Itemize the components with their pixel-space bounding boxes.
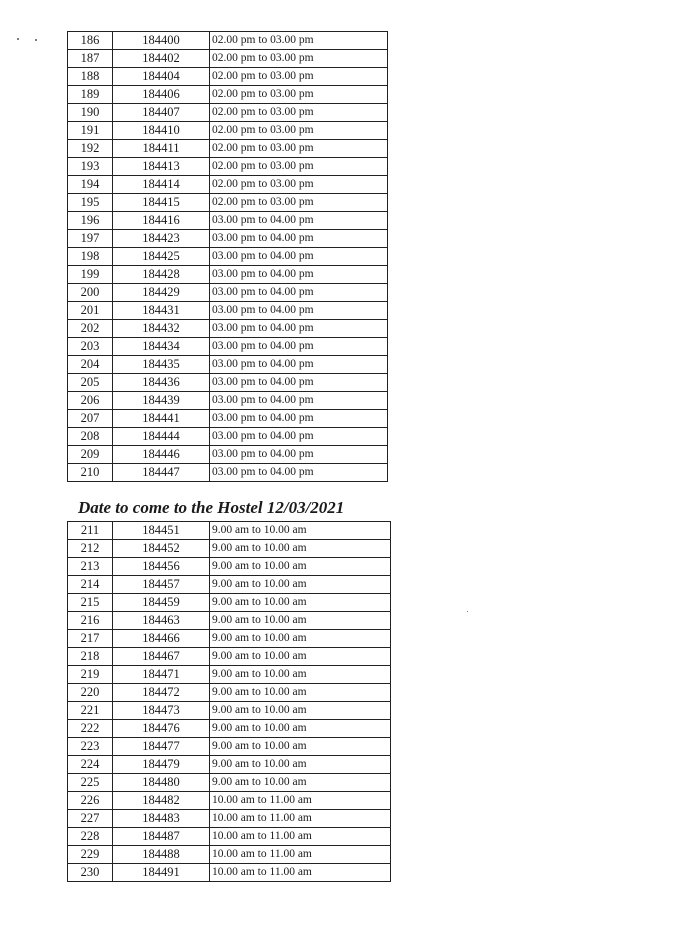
table-row [68, 392, 388, 410]
roll-number-cell: 184472 [113, 684, 210, 702]
time-slot-cell: 03.00 pm to 04.00 pm [210, 428, 388, 446]
time-slot-cell: 10.00 am to 11.00 am [210, 792, 391, 810]
roll-number-cell: 184410 [113, 122, 210, 140]
roll-number-cell: 184467 [113, 648, 210, 666]
serial-number-cell: 223 [68, 738, 113, 756]
serial-number-cell: 188 [68, 68, 113, 86]
time-slot-cell: 9.00 am to 10.00 am [210, 756, 391, 774]
time-slot-cell: 03.00 pm to 04.00 pm [210, 284, 388, 302]
scan-speck [17, 38, 19, 40]
roll-number-cell: 184446 [113, 446, 210, 464]
roll-number-cell: 184435 [113, 356, 210, 374]
table-row [68, 374, 388, 392]
serial-number-cell: 190 [68, 104, 113, 122]
time-slot-cell: 03.00 pm to 04.00 pm [210, 248, 388, 266]
table-row [68, 356, 388, 374]
time-slot-cell: 03.00 pm to 04.00 pm [210, 302, 388, 320]
scan-speck [35, 39, 37, 41]
serial-number-cell: 203 [68, 338, 113, 356]
roll-number-cell: 184439 [113, 392, 210, 410]
table-row [68, 176, 388, 194]
roll-number-cell: 184425 [113, 248, 210, 266]
section-heading-hostel-date: Date to come to the Hostel 12/03/2021 [78, 498, 345, 517]
table-row [68, 540, 391, 558]
table-row [68, 702, 391, 720]
serial-number-cell: 191 [68, 122, 113, 140]
roll-number-cell: 184415 [113, 194, 210, 212]
time-slot-cell: 9.00 am to 10.00 am [210, 558, 391, 576]
roll-number-cell: 184479 [113, 756, 210, 774]
serial-number-cell: 225 [68, 774, 113, 792]
table-row [68, 104, 388, 122]
time-slot-cell: 9.00 am to 10.00 am [210, 774, 391, 792]
table-row [68, 122, 388, 140]
time-slot-cell: 10.00 am to 11.00 am [210, 864, 391, 882]
roll-number-cell: 184402 [113, 50, 210, 68]
roll-number-cell: 184483 [113, 810, 210, 828]
serial-number-cell: 208 [68, 428, 113, 446]
table-row [68, 720, 391, 738]
table-row [68, 338, 388, 356]
roll-number-cell: 184491 [113, 864, 210, 882]
schedule-table-body [68, 522, 391, 882]
table-row [68, 810, 391, 828]
serial-number-cell: 214 [68, 576, 113, 594]
roll-number-cell: 184416 [113, 212, 210, 230]
table-row [68, 68, 388, 86]
roll-number-cell: 184463 [113, 612, 210, 630]
time-slot-cell: 02.00 pm to 03.00 pm [210, 194, 388, 212]
serial-number-cell: 221 [68, 702, 113, 720]
table-row [68, 50, 388, 68]
serial-number-cell: 206 [68, 392, 113, 410]
table-row [68, 140, 388, 158]
table-row [68, 464, 388, 482]
time-slot-cell: 03.00 pm to 04.00 pm [210, 410, 388, 428]
serial-number-cell: 213 [68, 558, 113, 576]
serial-number-cell: 228 [68, 828, 113, 846]
time-slot-cell: 9.00 am to 10.00 am [210, 684, 391, 702]
table-row [68, 738, 391, 756]
table-row [68, 446, 388, 464]
roll-number-cell: 184482 [113, 792, 210, 810]
serial-number-cell: 199 [68, 266, 113, 284]
time-slot-cell: 02.00 pm to 03.00 pm [210, 140, 388, 158]
table-row [68, 594, 391, 612]
serial-number-cell: 229 [68, 846, 113, 864]
table-row [68, 86, 388, 104]
time-slot-cell: 03.00 pm to 04.00 pm [210, 212, 388, 230]
serial-number-cell: 211 [68, 522, 113, 540]
table-row [68, 158, 388, 176]
table-row [68, 828, 391, 846]
serial-number-cell: 212 [68, 540, 113, 558]
roll-number-cell: 184400 [113, 32, 210, 50]
time-slot-cell: 9.00 am to 10.00 am [210, 612, 391, 630]
serial-number-cell: 230 [68, 864, 113, 882]
roll-number-cell: 184428 [113, 266, 210, 284]
time-slot-cell: 9.00 am to 10.00 am [210, 648, 391, 666]
serial-number-cell: 204 [68, 356, 113, 374]
time-slot-cell: 03.00 pm to 04.00 pm [210, 392, 388, 410]
roll-number-cell: 184407 [113, 104, 210, 122]
serial-number-cell: 207 [68, 410, 113, 428]
time-slot-cell: 03.00 pm to 04.00 pm [210, 338, 388, 356]
time-slot-cell: 9.00 am to 10.00 am [210, 702, 391, 720]
roll-number-cell: 184457 [113, 576, 210, 594]
table-row [68, 648, 391, 666]
time-slot-cell: 9.00 am to 10.00 am [210, 540, 391, 558]
serial-number-cell: 222 [68, 720, 113, 738]
time-slot-cell: 9.00 am to 10.00 am [210, 522, 391, 540]
time-slot-cell: 02.00 pm to 03.00 pm [210, 50, 388, 68]
time-slot-cell: 03.00 pm to 04.00 pm [210, 230, 388, 248]
serial-number-cell: 195 [68, 194, 113, 212]
table-row [68, 756, 391, 774]
serial-number-cell: 198 [68, 248, 113, 266]
time-slot-cell: 02.00 pm to 03.00 pm [210, 32, 388, 50]
table-row [68, 558, 391, 576]
table-row [68, 666, 391, 684]
time-slot-cell: 03.00 pm to 04.00 pm [210, 320, 388, 338]
serial-number-cell: 209 [68, 446, 113, 464]
serial-number-cell: 226 [68, 792, 113, 810]
table-row [68, 684, 391, 702]
roll-number-cell: 184413 [113, 158, 210, 176]
time-slot-cell: 03.00 pm to 04.00 pm [210, 356, 388, 374]
serial-number-cell: 197 [68, 230, 113, 248]
roll-number-cell: 184476 [113, 720, 210, 738]
roll-number-cell: 184441 [113, 410, 210, 428]
table-row [68, 846, 391, 864]
time-slot-cell: 9.00 am to 10.00 am [210, 738, 391, 756]
roll-number-cell: 184456 [113, 558, 210, 576]
serial-number-cell: 196 [68, 212, 113, 230]
table-row [68, 266, 388, 284]
table-row [68, 792, 391, 810]
time-slot-cell: 02.00 pm to 03.00 pm [210, 104, 388, 122]
scan-speck [467, 611, 468, 612]
table-row [68, 212, 388, 230]
serial-number-cell: 216 [68, 612, 113, 630]
roll-number-cell: 184480 [113, 774, 210, 792]
time-slot-cell: 03.00 pm to 04.00 pm [210, 464, 388, 482]
time-slot-cell: 02.00 pm to 03.00 pm [210, 86, 388, 104]
serial-number-cell: 224 [68, 756, 113, 774]
time-slot-cell: 03.00 pm to 04.00 pm [210, 446, 388, 464]
roll-number-cell: 184429 [113, 284, 210, 302]
time-slot-cell: 9.00 am to 10.00 am [210, 594, 391, 612]
serial-number-cell: 193 [68, 158, 113, 176]
time-slot-cell: 02.00 pm to 03.00 pm [210, 68, 388, 86]
roll-number-cell: 184406 [113, 86, 210, 104]
table-row [68, 194, 388, 212]
schedule-table-section-1 [67, 31, 388, 482]
table-row [68, 612, 391, 630]
table-row [68, 630, 391, 648]
serial-number-cell: 201 [68, 302, 113, 320]
roll-number-cell: 184452 [113, 540, 210, 558]
table-row [68, 302, 388, 320]
serial-number-cell: 202 [68, 320, 113, 338]
serial-number-cell: 194 [68, 176, 113, 194]
time-slot-cell: 9.00 am to 10.00 am [210, 576, 391, 594]
time-slot-cell: 9.00 am to 10.00 am [210, 666, 391, 684]
table-row [68, 248, 388, 266]
serial-number-cell: 227 [68, 810, 113, 828]
roll-number-cell: 184431 [113, 302, 210, 320]
time-slot-cell: 9.00 am to 10.00 am [210, 630, 391, 648]
time-slot-cell: 03.00 pm to 04.00 pm [210, 266, 388, 284]
schedule-table-body [68, 32, 388, 482]
table-row [68, 320, 388, 338]
serial-number-cell: 205 [68, 374, 113, 392]
serial-number-cell: 218 [68, 648, 113, 666]
roll-number-cell: 184432 [113, 320, 210, 338]
table-row [68, 428, 388, 446]
serial-number-cell: 217 [68, 630, 113, 648]
roll-number-cell: 184414 [113, 176, 210, 194]
serial-number-cell: 210 [68, 464, 113, 482]
time-slot-cell: 10.00 am to 11.00 am [210, 846, 391, 864]
roll-number-cell: 184444 [113, 428, 210, 446]
serial-number-cell: 192 [68, 140, 113, 158]
roll-number-cell: 184466 [113, 630, 210, 648]
time-slot-cell: 03.00 pm to 04.00 pm [210, 374, 388, 392]
roll-number-cell: 184411 [113, 140, 210, 158]
table-row [68, 864, 391, 882]
schedule-table-section-2 [67, 521, 391, 882]
table-row [68, 410, 388, 428]
table-row [68, 230, 388, 248]
serial-number-cell: 215 [68, 594, 113, 612]
serial-number-cell: 200 [68, 284, 113, 302]
roll-number-cell: 184434 [113, 338, 210, 356]
time-slot-cell: 02.00 pm to 03.00 pm [210, 122, 388, 140]
time-slot-cell: 10.00 am to 11.00 am [210, 810, 391, 828]
roll-number-cell: 184487 [113, 828, 210, 846]
time-slot-cell: 02.00 pm to 03.00 pm [210, 158, 388, 176]
serial-number-cell: 187 [68, 50, 113, 68]
table-row [68, 284, 388, 302]
roll-number-cell: 184436 [113, 374, 210, 392]
roll-number-cell: 184447 [113, 464, 210, 482]
roll-number-cell: 184459 [113, 594, 210, 612]
roll-number-cell: 184477 [113, 738, 210, 756]
table-row [68, 576, 391, 594]
roll-number-cell: 184488 [113, 846, 210, 864]
time-slot-cell: 9.00 am to 10.00 am [210, 720, 391, 738]
roll-number-cell: 184423 [113, 230, 210, 248]
roll-number-cell: 184471 [113, 666, 210, 684]
roll-number-cell: 184451 [113, 522, 210, 540]
serial-number-cell: 186 [68, 32, 113, 50]
time-slot-cell: 02.00 pm to 03.00 pm [210, 176, 388, 194]
serial-number-cell: 219 [68, 666, 113, 684]
roll-number-cell: 184404 [113, 68, 210, 86]
serial-number-cell: 220 [68, 684, 113, 702]
time-slot-cell: 10.00 am to 11.00 am [210, 828, 391, 846]
table-row [68, 774, 391, 792]
roll-number-cell: 184473 [113, 702, 210, 720]
table-row [68, 522, 391, 540]
serial-number-cell: 189 [68, 86, 113, 104]
table-row [68, 32, 388, 50]
